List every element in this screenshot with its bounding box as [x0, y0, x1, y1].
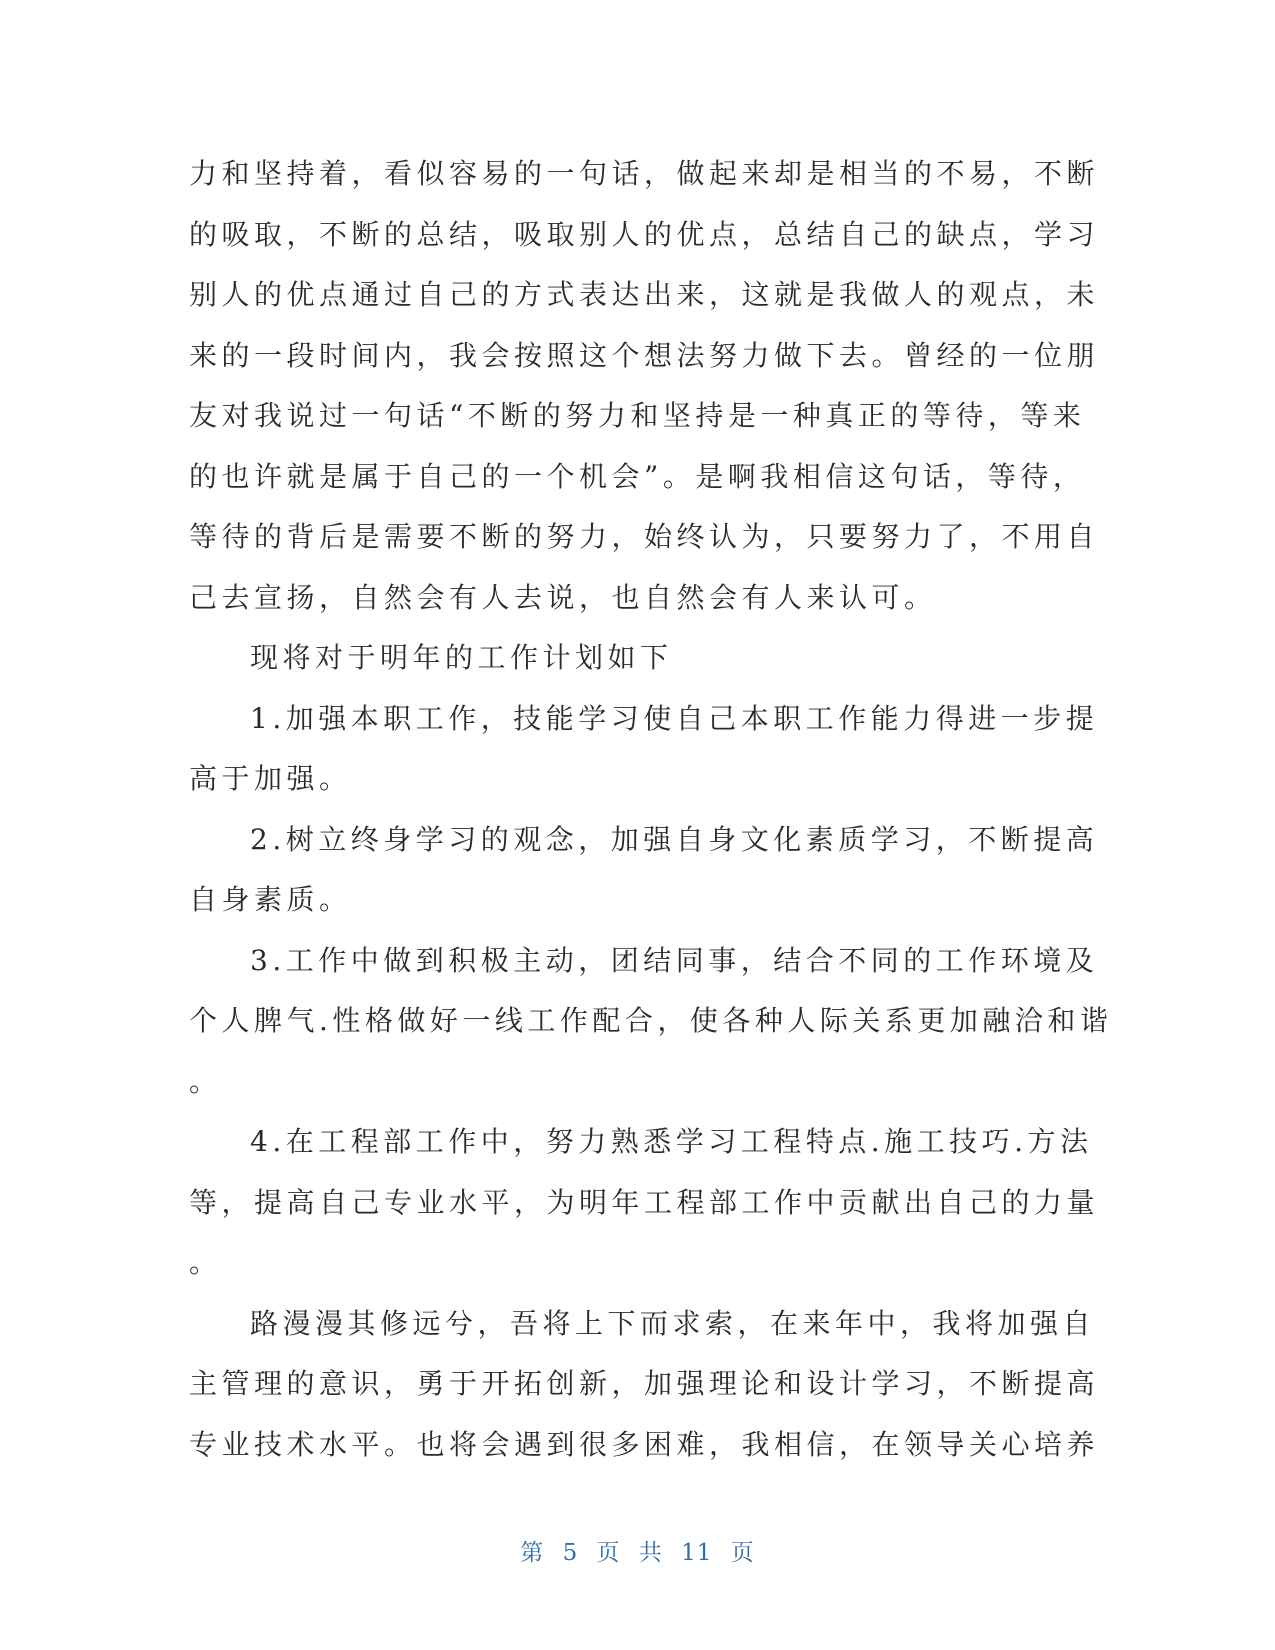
text-line: 。 — [189, 1064, 222, 1098]
text-line: 个人脾气.性格做好一线工作配合，使各种人际关系更加融洽和谐 — [189, 1004, 1113, 1037]
plan-item-3: 3.工作中做到积极主动，团结同事，结合不同的工作环境及 — [250, 943, 1099, 977]
plan-item-2: 2.树立终身学习的观念，加强自身文化素质学习，不断提高 — [250, 822, 1099, 856]
closing-paragraph-start: 路漫漫其修远兮，吾将上下而求索，在来年中，我将加强自 — [250, 1306, 1096, 1340]
text-line: 别人的优点通过自己的方式表达出来，这就是我做人的观点，未 — [189, 278, 1100, 311]
plan-item-4: 4.在工程部工作中，努力熟悉学习工程特点.施工技巧.方法 — [250, 1125, 1093, 1158]
text-line: 己去宣扬，自然会有人去说，也自然会有人来认可。 — [189, 580, 937, 614]
text-line: 。 — [189, 1246, 222, 1279]
text-line: 专业技术水平。也将会遇到很多困难，我相信，在领导关心培养 — [189, 1427, 1100, 1461]
document-body — [189, 144, 1113, 1475]
text-line: 友对我说过一句话“不断的努力和坚持是一种真正的等待，等来 — [189, 399, 1086, 432]
text-line: 的也许就是属于自己的一个机会”。是啊我相信这句话，等待， — [189, 459, 1086, 493]
plan-heading: 现将对于明年的工作计划如下 — [250, 641, 673, 674]
text-line: 主管理的意识，勇于开拓创新，加强理论和设计学习，不断提高 — [189, 1367, 1100, 1400]
text-line: 等待的背后是需要不断的努力，始终认为，只要努力了，不用自 — [189, 520, 1100, 553]
text-line: 的吸取，不断的总结，吸取别人的优点，总结自己的缺点，学习 — [189, 217, 1100, 251]
text-line: 高于加强。 — [189, 762, 352, 795]
page-number-footer: 第 5 页 共 11 页 — [520, 1540, 755, 1566]
text-line: 力和坚持着，看似容易的一句话，做起来却是相当的不易，不断 — [189, 157, 1100, 190]
text-line: 等，提高自己专业水平，为明年工程部工作中贡献出自己的力量 — [189, 1185, 1100, 1219]
plan-item-1: 1.加强本职工作，技能学习使自己本职工作能力得进一步提 — [250, 701, 1099, 735]
text-line: 自身素质。 — [189, 883, 352, 916]
text-line: 来的一段时间内，我会按照这个想法努力做下去。曾经的一位朋 — [189, 338, 1100, 372]
